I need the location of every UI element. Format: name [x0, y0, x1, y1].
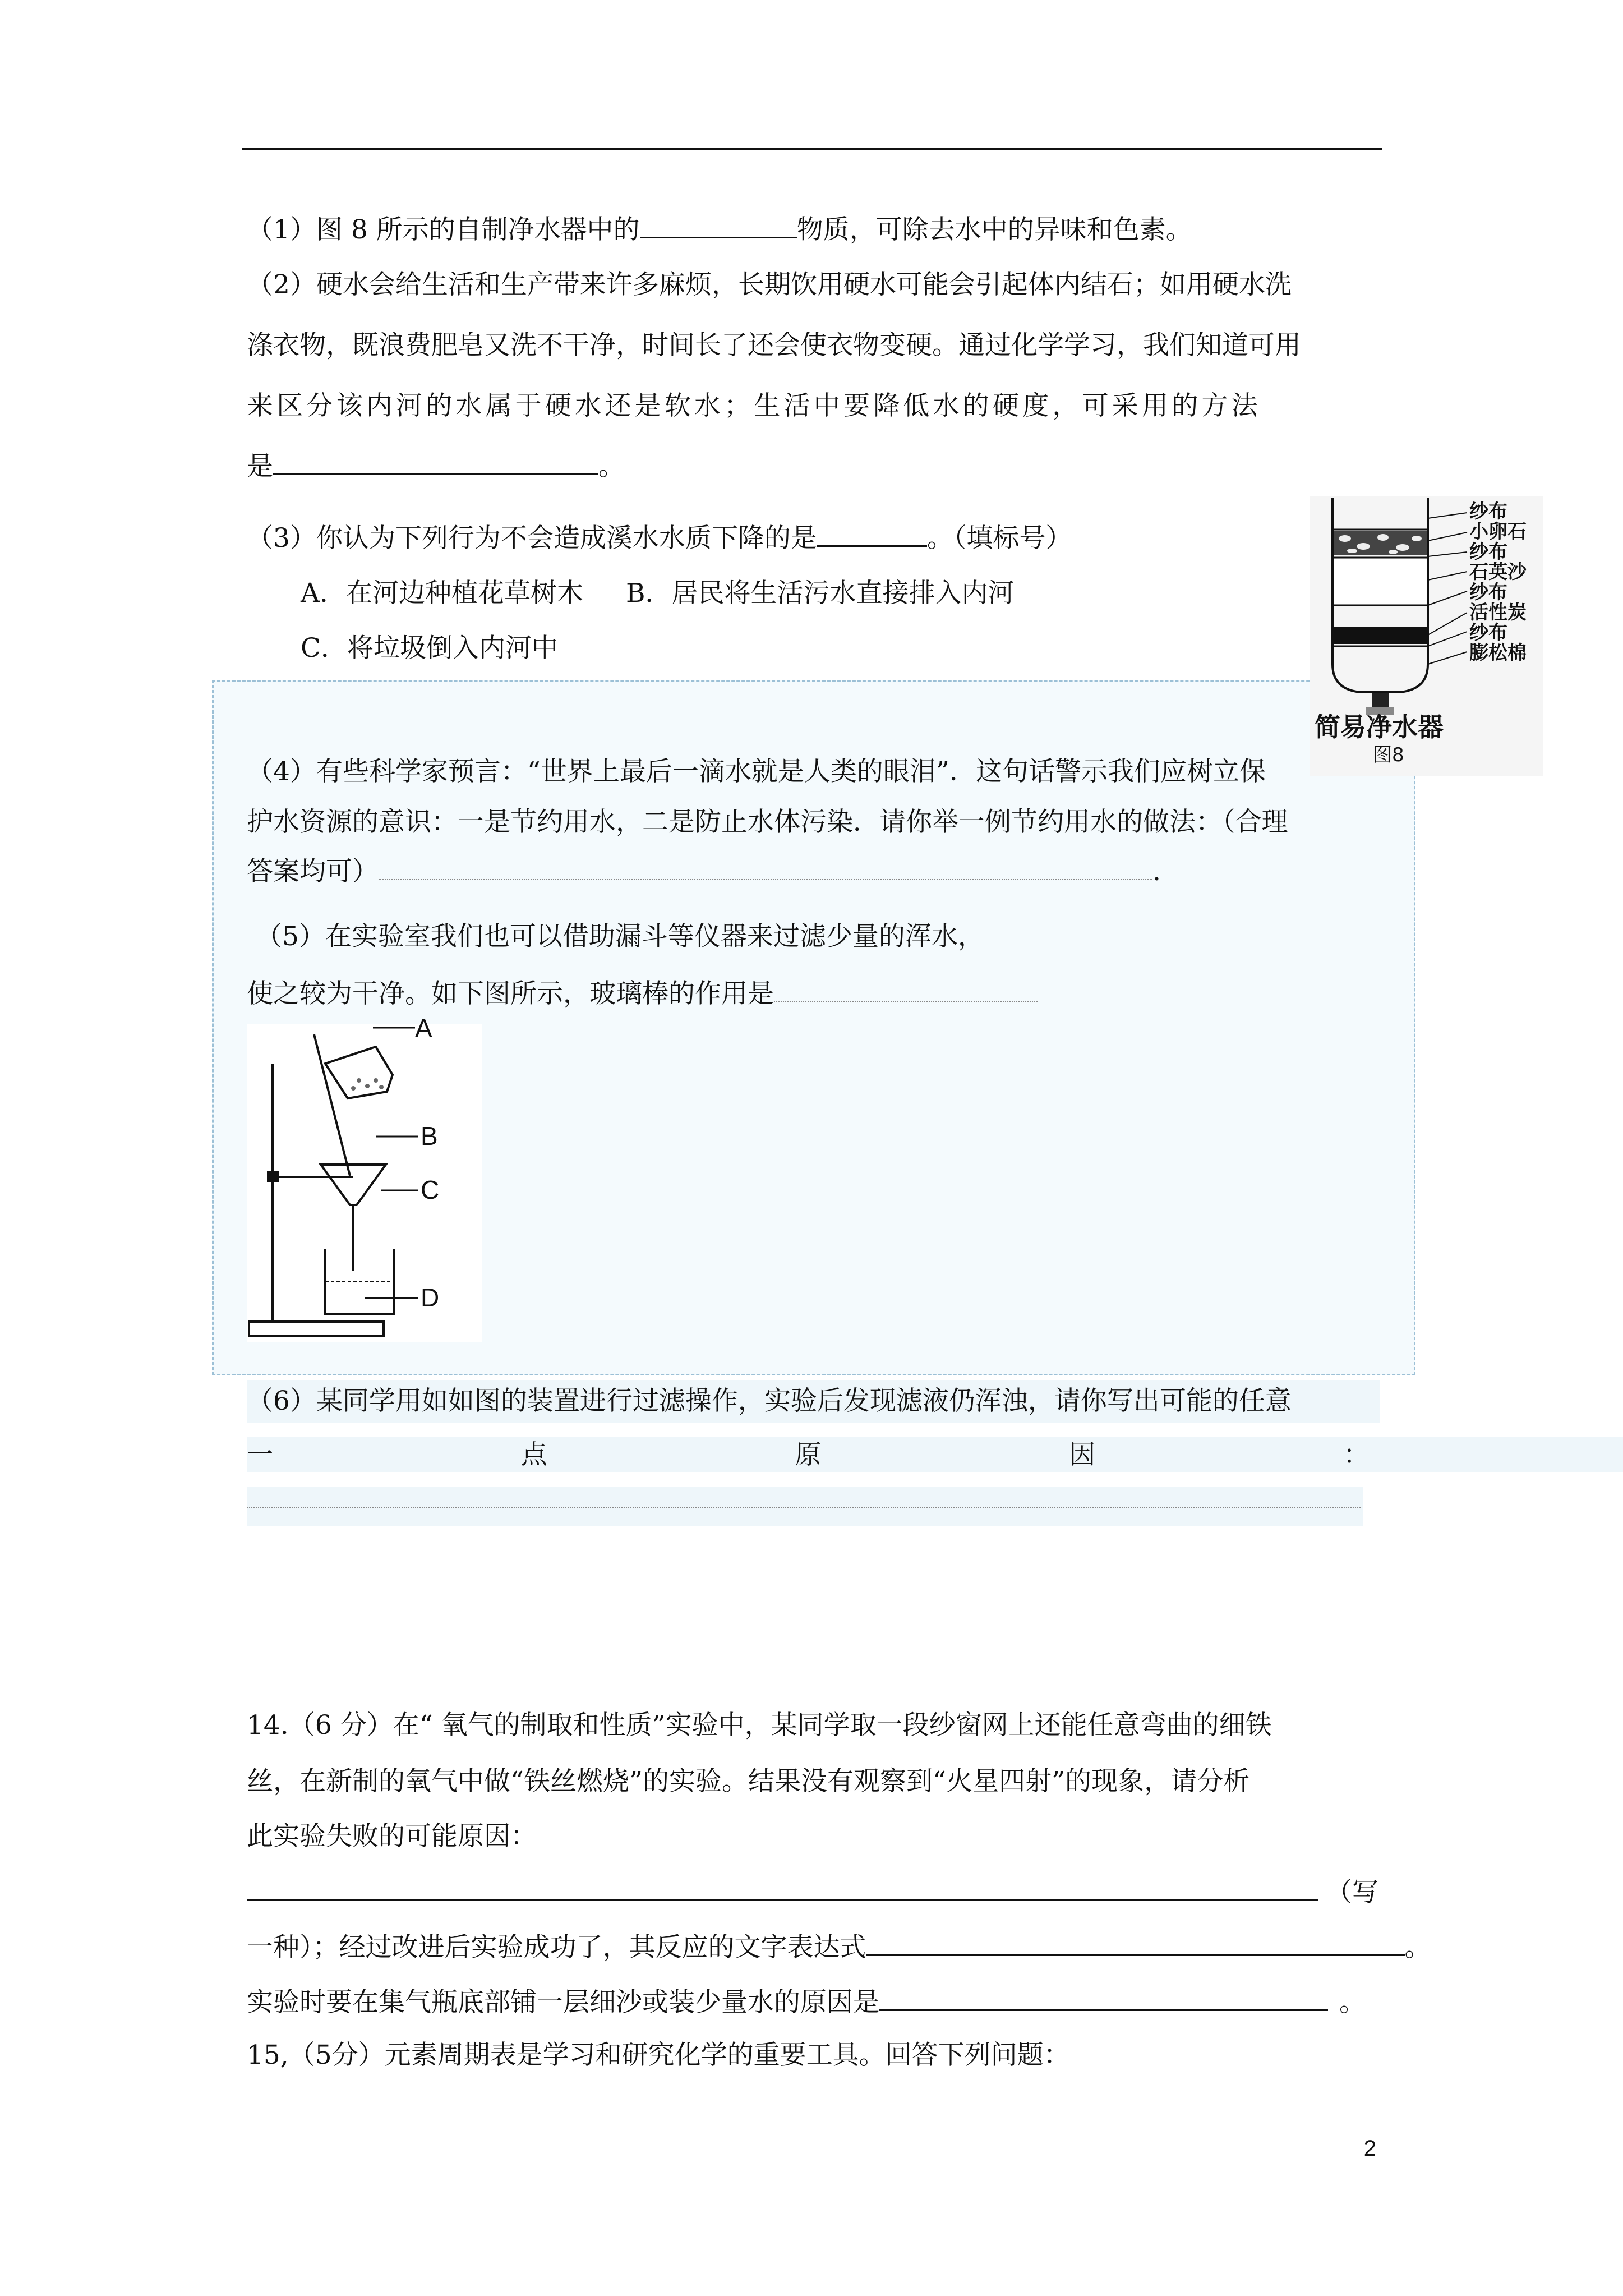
purifier-label-7: 纱布 [1469, 622, 1507, 644]
q4-answer-blank[interactable] [379, 857, 1152, 880]
q1-text-pre: （1）图 8 所示的自制净水器中的 [247, 214, 640, 245]
q15-line-1: 15,（5分）元素周期表是学习和研究化学的重要工具。回答下列问题： [247, 2040, 1070, 2070]
figure-8-caption: 图8 [1373, 744, 1404, 766]
q2-line-3 [247, 389, 1377, 423]
q1-answer-blank[interactable] [640, 212, 797, 238]
q14-line-6-pre: 实验时要在集气瓶底部铺一层细沙或装少量水的原因是 [247, 1987, 879, 2018]
q6-char-1: 一 [247, 1439, 273, 1470]
q3-option-a: A．在河边种植花草树木 [301, 578, 583, 609]
q14-line-5-pre: 一种）；经过改进后实验成功了，其反应的文字表达式 [247, 1932, 866, 1963]
purifier-label-8: 膨松棉 [1469, 642, 1527, 664]
q4-line-3 [247, 855, 1161, 889]
q14-line-5 [247, 1930, 1431, 1964]
q4-line-2: 护水资源的意识：一是节约用水，二是防止水体污染．请你举一例节约用水的做法：（合理 [247, 807, 1288, 838]
filter-label-c: C [421, 1175, 440, 1204]
q3-answer-blank[interactable] [817, 521, 927, 547]
q6-char-4: 因 [1069, 1439, 1096, 1470]
q14-equation-blank[interactable] [866, 1930, 1405, 1956]
q5-line-2 [247, 977, 1038, 1011]
q3-text-post: 。（填标号） [926, 523, 1072, 554]
purifier-label-6: 活性炭 [1469, 601, 1527, 624]
q14-line-2: 丝，在新制的氧气中做“铁丝燃烧”的实验。结果没有观察到“火星四射”的现象，请分析 [247, 1766, 1250, 1797]
q5-line-2-text: 使之较为干净。如下图所示，玻璃棒的作用是 [247, 978, 774, 1009]
q14-sand-reason-blank[interactable] [879, 1985, 1328, 2011]
q6-char-5: ： [1343, 1439, 1370, 1470]
q2-line-1: （2）硬水会给生活和生产带来许多麻烦，长期饮用硬水可能会引起体内结石；如用硬水洗 [247, 269, 1292, 300]
q1-line [247, 212, 1192, 247]
q5-line-1: （5）在实验室我们也可以借助漏斗等仪器来过滤少量的浑水， [256, 921, 984, 952]
q4-line-1: （4）有些科学家预言：“世界上最后一滴水就是人类的眼泪”．这句话警示我们应树立保 [247, 756, 1266, 787]
purifier-title: 简易净水器 [1315, 712, 1444, 742]
q14-line-1: 14.（6 分）在“ 氧气的制取和性质”实验中，某同学取一段纱窗网上还能任意弯曲的细铁 [247, 1710, 1272, 1741]
q2-line-4-post: 。 [598, 451, 625, 482]
q6-char-3: 原 [795, 1439, 822, 1470]
q6-line-2 [247, 1438, 1370, 1472]
q14-line-5-post: 。 [1404, 1932, 1431, 1963]
q14-line-6 [247, 1985, 1366, 2019]
q2-line-4 [247, 449, 625, 484]
q14-line-4 [247, 1875, 1378, 1910]
q3-line [247, 521, 1072, 555]
filter-label-b: B [421, 1121, 438, 1151]
q14-line-3: 此实验失败的可能原因： [247, 1821, 537, 1852]
q6-line-1: （6）某同学用如如图的装置进行过滤操作，实验后发现滤液仍浑浊，请你写出可能的任意 [247, 1386, 1292, 1416]
filtration-drawing [247, 1024, 482, 1342]
q6-answer-blank[interactable] [247, 1484, 1361, 1508]
q1-text-post: 物质，可除去水中的异味和色素。 [796, 214, 1192, 245]
figure-8-water-purifier [1310, 496, 1543, 776]
filter-label-a: A [415, 1014, 432, 1043]
q2-line-4-pre: 是 [247, 451, 273, 482]
header-rule [242, 148, 1382, 150]
q2-line-2: 涤衣物，既浪费肥皂又洗不干净，时间长了还会使衣物变硬。通过化学学习，我们知道可用 [247, 330, 1301, 361]
purifier-label-5: 纱布 [1469, 581, 1507, 604]
filtration-apparatus-figure [247, 1014, 482, 1342]
purifier-label-4: 石英沙 [1469, 561, 1527, 583]
q14-line-4-post: （写 [1326, 1877, 1378, 1908]
q14-line-6-post: 。 [1339, 1987, 1366, 2018]
purifier-label-1: 纱布 [1469, 500, 1507, 523]
q3-option-c: C．将垃圾倒入内河中 [301, 633, 558, 664]
purifier-label-2: 小卵石 [1469, 521, 1527, 543]
q5-answer-blank[interactable] [774, 979, 1038, 1002]
q3-option-b: B．居民将生活污水直接排入内河 [626, 578, 1015, 609]
q4-line-3-post: . [1152, 856, 1161, 887]
q3-text-pre: （3）你认为下列行为不会造成溪水水质下降的是 [247, 523, 817, 554]
q2-line-3-text: 来区分该内河的水属于硬水还是软水；生活中要降低水的硬度，可采用的方法 [247, 390, 1261, 421]
filter-label-d: D [421, 1283, 440, 1312]
q4-line-3-pre: 答案均可） [247, 856, 379, 887]
q14-reason-blank[interactable] [247, 1875, 1318, 1901]
q2-answer-blank[interactable] [273, 449, 598, 475]
q6-char-2: 点 [520, 1439, 547, 1470]
page-number: 2 [1363, 2136, 1376, 2161]
purifier-label-3: 纱布 [1469, 541, 1507, 563]
